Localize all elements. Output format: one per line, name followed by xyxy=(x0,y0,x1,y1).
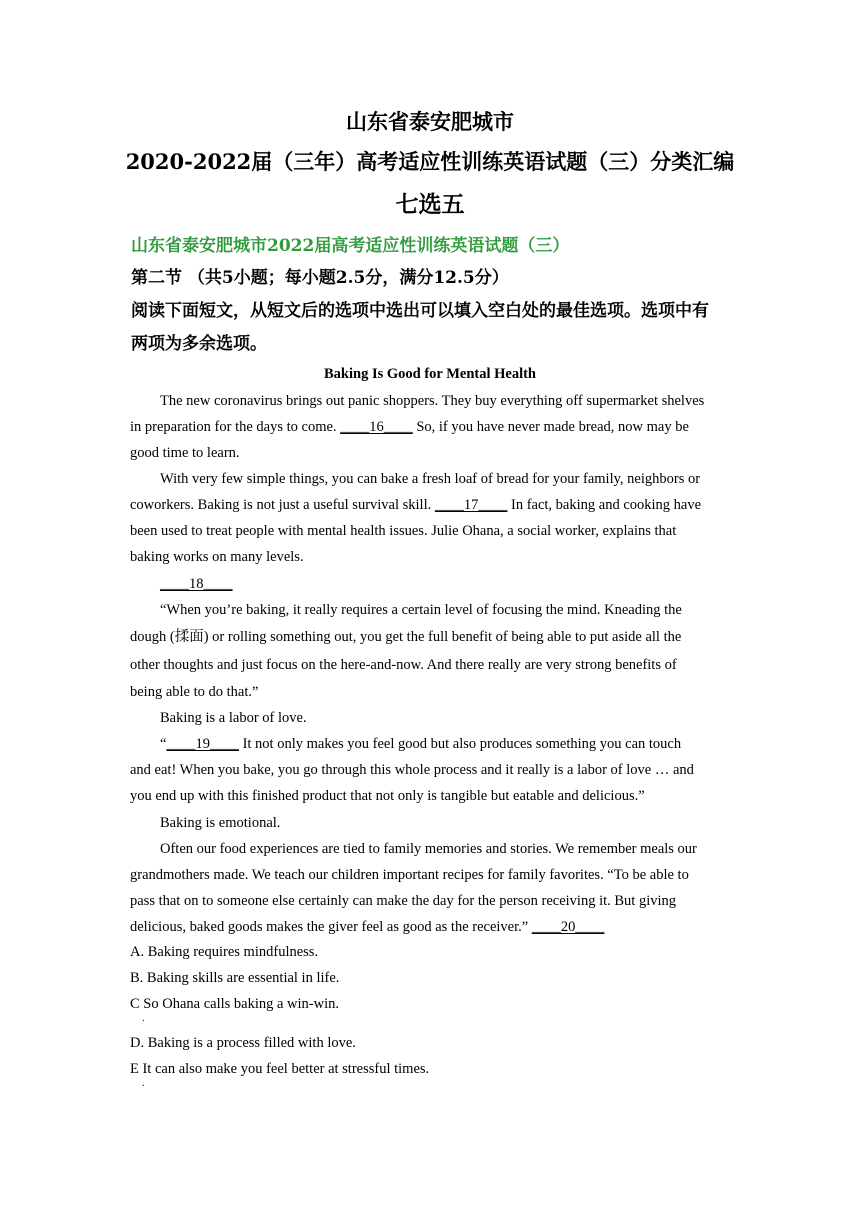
article-line xyxy=(130,496,701,514)
article-line: and eat! When you bake, you go through this whole process and it really is a labor of love … and xyxy=(130,762,694,778)
instruction-line-2: 两项为多余选项。 xyxy=(131,334,267,354)
article-line: With very few simple things, you can bake a fresh loaf of bread for your family, neighbors or xyxy=(160,471,701,487)
article-text: In fact, baking and cooking have xyxy=(507,497,702,513)
article-title: Baking Is Good for Mental Health xyxy=(323,366,536,382)
part-heading: 第二节 （共5小题；每小题2.5分，满分12.5分） xyxy=(131,268,509,288)
exam-source-heading: 山东省泰安肥城市2022届高考适应性训练英语试题（三） xyxy=(131,236,570,256)
article-line: good time to learn. xyxy=(130,445,240,461)
article-line: pass that on to someone else certainly can make the day for the person receiving it. But giving xyxy=(130,893,677,909)
article-line: grandmothers made. We teach our children important recipes for family favorites. “To be able to xyxy=(130,867,689,883)
article-text: It not only makes you feel good but also produces something you can touch xyxy=(238,736,682,752)
article-line: Often our food experiences are tied to family memories and stories. We remember meals our xyxy=(160,841,697,857)
article-line: being able to do that.” xyxy=(130,684,259,700)
blank-20: ____20____ xyxy=(531,919,605,935)
article-line xyxy=(160,735,681,753)
article-line: dough (揉面) or rolling something out, you get the full benefit of being able to put aside all the xyxy=(130,629,682,645)
option-c-dot: . xyxy=(142,1013,145,1024)
article-text: delicious, baked goods makes the giver feel as good as the receiver.” xyxy=(130,919,532,935)
article-line xyxy=(130,918,604,936)
option-e: E It can also make you feel better at stressful times. xyxy=(130,1061,430,1077)
article-line: Baking is emotional. xyxy=(160,815,281,831)
article-line: baking works on many levels. xyxy=(130,549,304,565)
article-text: So, if you have never made bread, now may be xyxy=(412,419,689,435)
option-d: D. Baking is a process filled with love. xyxy=(130,1035,356,1051)
instruction-line-1: 阅读下面短文，从短文后的选项中选出可以填入空白处的最佳选项。选项中有 xyxy=(131,301,709,321)
title-compilation: 2020-2022届（三年）高考适应性训练英语试题（三）分类汇编 xyxy=(125,149,735,174)
article-line: The new coronavirus brings out panic shoppers. They buy everything off supermarket shelves xyxy=(160,393,705,409)
blank-19: ____19____ xyxy=(166,736,239,752)
title-topic: 七选五 xyxy=(395,191,465,218)
article-line: you end up with this finished product that not only is tangible but eatable and delicious.” xyxy=(130,788,645,804)
article-line: other thoughts and just focus on the here-and-now. And there really are very strong benefits of xyxy=(130,657,677,673)
option-a: A. Baking requires mindfulness. xyxy=(130,944,319,960)
blank-16: ____16____ xyxy=(340,419,413,435)
article-line: “When you’re baking, it really requires a certain level of focusing the mind. Kneading the xyxy=(160,602,682,618)
article-text: in preparation for the days to come. xyxy=(130,419,341,435)
article-text: “ xyxy=(160,736,167,752)
option-c: C So Ohana calls baking a win-win. xyxy=(130,996,340,1012)
blank-17: ____17____ xyxy=(434,497,508,513)
article-text: coworkers. Baking is not just a useful survival skill. xyxy=(130,497,435,513)
title-region: 山东省泰安肥城市 xyxy=(346,109,514,134)
option-b: B. Baking skills are essential in life. xyxy=(130,970,340,986)
blank-18: ____18____ xyxy=(160,576,233,592)
article-line xyxy=(130,418,689,436)
article-line: Baking is a labor of love. xyxy=(160,710,307,726)
option-e-dot: . xyxy=(142,1078,145,1089)
article-line: been used to treat people with mental health issues. Julie Ohana, a social worker, explains that xyxy=(130,523,677,539)
article-line xyxy=(160,575,233,593)
